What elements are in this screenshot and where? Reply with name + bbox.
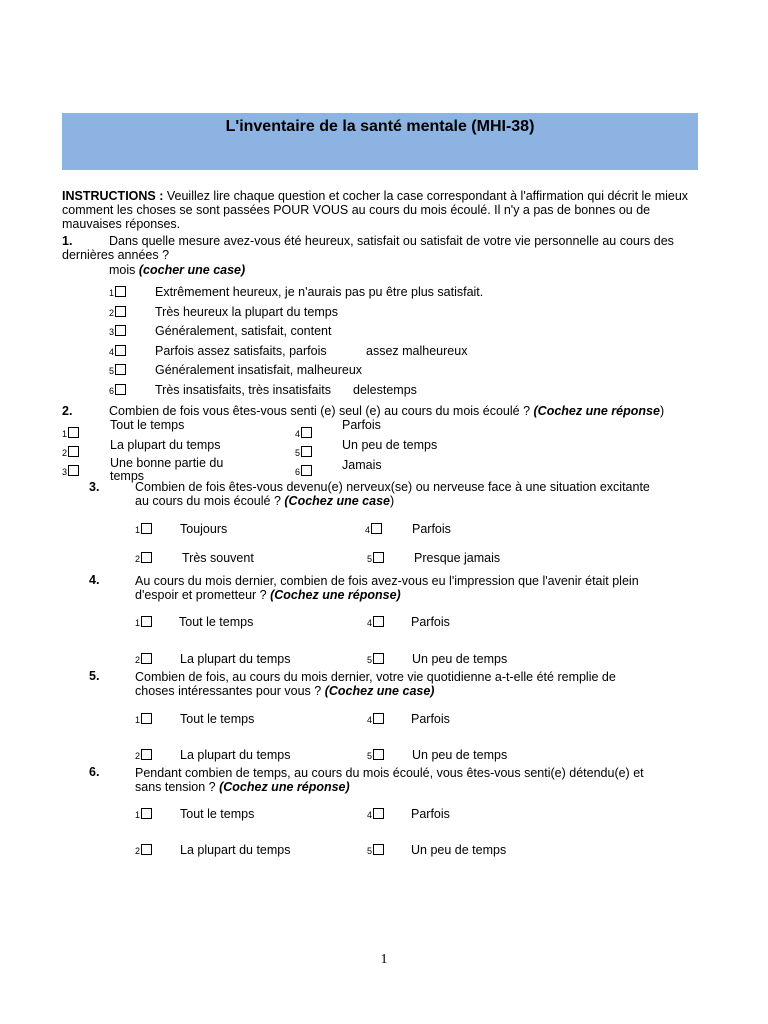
checkbox-icon [141,713,152,724]
q5-checkbox-1[interactable] [135,713,152,725]
option-number: 1 [109,288,115,298]
option-number: 4 [295,429,301,439]
q3-option-4-label: Parfois [412,522,451,536]
q6-option-1-label: Tout le temps [180,807,255,821]
q3-option-1-label: Toujours [180,522,228,536]
q6-option-5-label: Un peu de temps [411,843,507,857]
checkbox-icon [301,446,312,457]
q5-checkbox-5[interactable] [367,749,384,761]
q1-checkbox-5[interactable] [109,364,126,376]
checkbox-icon [371,523,382,534]
title-banner [62,113,698,170]
q5-number: 5. [89,669,100,683]
option-number: 2 [62,448,68,458]
q2-option-2-label: La plupart du temps [110,438,221,452]
instructions-text: Veuillez lire chaque question et cocher la case correspondant à l'affirmation qui décrit le mieux comment les choses se sont passées POUR VOUS au cours du mois écoulé. Il n'y a pas de bonnes ou de mauvaises réponses. [62,189,689,231]
q1-option-6-extra: delestemps [353,383,417,397]
q4-option-1-label: Tout le temps [179,615,254,629]
q2-checkbox-3[interactable] [62,465,79,477]
q3-checkbox-1[interactable] [135,523,152,535]
q2-option-1-label: Tout le temps [110,418,185,432]
option-number: 5 [367,751,373,761]
q2-option-3-label: Une bonne partie du [110,456,224,470]
q2-hint: (Cochez une réponse [533,404,660,418]
q4-hint: (Cochez une réponse) [270,588,401,602]
checkbox-icon [373,808,384,819]
q5-text-line1: Combien de fois, au cours du mois dernier, votre vie quotidienne a-t-elle été remplie de [135,670,616,684]
q1-option-4-extra: assez malheureux [366,344,468,358]
q5-hint: (Cochez une case) [324,684,435,698]
q3-text-line2-body: au cours du mois écoulé ? [135,494,285,508]
q1-text-line2: dernières années ? [62,248,170,262]
option-number: 3 [62,467,68,477]
checkbox-icon [301,427,312,438]
q3-option-2-label: Très souvent [182,551,254,565]
option-number: 6 [295,467,301,477]
checkbox-icon [141,808,152,819]
q4-option-5-label: Un peu de temps [412,652,508,666]
option-number: 5 [109,366,115,376]
q4-checkbox-5[interactable] [367,653,384,665]
q3-text-line2 [135,494,394,508]
q6-number: 6. [89,765,100,779]
q6-text-line1: Pendant combien de temps, au cours du mois écoulé, vous êtes-vous senti(e) détendu(e) et [135,766,644,780]
q1-option-1-label: Extrêmement heureux, je n'aurais pas pu être plus satisfait. [155,285,484,299]
q5-checkbox-2[interactable] [135,749,152,761]
checkbox-icon [141,523,152,534]
checkbox-icon [68,446,79,457]
q3-checkbox-2[interactable] [135,552,152,564]
option-number: 2 [109,308,115,318]
q5-text-line2 [135,684,434,698]
instructions-label: INSTRUCTIONS : [62,189,164,203]
q1-hint: (cocher une case) [138,263,246,277]
checkbox-icon [373,552,384,563]
checkbox-icon [373,713,384,724]
q2-option-4-label: Parfois [342,418,381,432]
q1-option-3-label: Généralement, satisfait, content [155,324,332,338]
checkbox-icon [141,616,152,627]
q3-hint: (Cochez une case [284,494,390,508]
checkbox-icon [68,427,79,438]
q1-text-line3 [109,263,245,277]
q4-text-line2-body: d'espoir et prometteur ? [135,588,271,602]
q1-checkbox-4[interactable] [109,345,126,357]
option-number: 4 [367,618,373,628]
q4-text-line1: Au cours du mois dernier, combien de fois avez-vous eu l'impression que l'avenir était plein [135,574,639,588]
checkbox-icon [373,844,384,855]
option-number: 4 [367,810,373,820]
q6-checkbox-5[interactable] [367,844,384,856]
q3-checkbox-5[interactable] [367,552,384,564]
q1-checkbox-6[interactable] [109,384,126,396]
q4-option-2-label: La plupart du temps [180,652,291,666]
q2-checkbox-1[interactable] [62,427,79,439]
q2-text-body: Combien de fois vous êtes-vous senti (e) seul (e) au cours du mois écoulé ? [109,404,534,418]
option-number: 4 [367,715,373,725]
checkbox-icon [115,364,126,375]
q2-number: 2. [62,404,73,418]
option-number: 6 [109,386,115,396]
q5-option-5-label: Un peu de temps [412,748,508,762]
q5-checkbox-4[interactable] [367,713,384,725]
q1-text-mois: mois [109,263,139,277]
option-number: 3 [109,327,115,337]
option-number: 4 [109,347,115,357]
checkbox-icon [373,653,384,664]
q6-text-line2 [135,780,350,794]
q1-option-6-label: Très insatisfaits, très insatisfaits [155,383,331,397]
q4-checkbox-1[interactable] [135,616,152,628]
q6-hint: (Cochez une réponse) [219,780,350,794]
q2-checkbox-5[interactable] [295,446,312,458]
q2-checkbox-6[interactable] [295,465,312,477]
checkbox-icon [373,616,384,627]
q6-checkbox-4[interactable] [367,808,384,820]
option-number: 1 [135,810,141,820]
q2-option-3-overflow [110,469,145,483]
q4-option-4-label: Parfois [411,615,450,629]
q3-option-5-label: Presque jamais [414,551,501,565]
q5-option-2-label: La plupart du temps [180,748,291,762]
q2-option-6-label: Jamais [342,458,382,472]
page-title: L'inventaire de la santé mentale (MHI-38) [225,118,535,135]
option-number: 2 [135,846,141,856]
q2-checkbox-4[interactable] [295,427,312,439]
checkbox-icon [68,465,79,476]
q1-checkbox-2[interactable] [109,306,126,318]
q3-checkbox-4[interactable] [365,523,382,535]
q2-hint-end: ) [659,404,665,418]
q6-option-2-label: La plupart du temps [180,843,291,857]
option-number: 1 [135,525,141,535]
q2-option-5-label: Un peu de temps [342,438,438,452]
q3-hint-end: ) [389,494,395,508]
q1-checkbox-1[interactable] [109,286,126,298]
q4-text-line2 [135,588,401,602]
q1-number: 1. [62,234,73,248]
checkbox-icon [141,844,152,855]
option-number: 1 [135,715,141,725]
q6-checkbox-2[interactable] [135,844,152,856]
option-number: 5 [367,655,373,665]
checkbox-icon [115,306,126,317]
q4-number: 4. [89,573,100,587]
q5-text-line2-body: choses intéressantes pour vous ? [135,684,325,698]
option-number: 4 [365,525,371,535]
option-number: 5 [295,448,301,458]
q1-text-line1: Dans quelle mesure avez-vous été heureux, satisfait ou satisfait de votre vie personnelle au cours des [109,234,674,248]
q1-option-4-label: Parfois assez satisfaits, parfois [155,344,327,358]
q1-option-5-label: Généralement insatisfait, malheureux [155,363,363,377]
option-number: 2 [135,554,141,564]
checkbox-icon [373,749,384,760]
checkbox-icon [115,384,126,395]
q1-option-2-label: Très heureux la plupart du temps [155,305,338,319]
option-number: 2 [135,751,141,761]
q6-option-4-label: Parfois [411,807,450,821]
instructions [62,189,702,231]
q2-checkbox-2[interactable] [62,446,79,458]
q6-text-line2-body: sans tension ? [135,780,220,794]
checkbox-icon [115,325,126,336]
checkbox-icon [141,653,152,664]
checkbox-icon [141,749,152,760]
checkbox-icon [115,286,126,297]
q4-checkbox-2[interactable] [135,653,152,665]
q1-checkbox-3[interactable] [109,325,126,337]
checkbox-icon [301,465,312,476]
q5-option-4-label: Parfois [411,712,450,726]
q6-checkbox-1[interactable] [135,808,152,820]
option-number: 5 [367,554,373,564]
q2-text [109,404,664,418]
option-number: 1 [135,618,141,628]
option-number: 1 [62,429,68,439]
q3-text-line1: Combien de fois êtes-vous devenu(e) nerveux(se) ou nerveuse face à une situation excitante [135,480,650,494]
q2-option-3-overflow-text: temps [110,469,145,483]
q5-option-1-label: Tout le temps [180,712,255,726]
q4-checkbox-4[interactable] [367,616,384,628]
option-number: 2 [135,655,141,665]
checkbox-icon [115,345,126,356]
q3-number: 3. [89,480,100,494]
option-number: 5 [367,846,373,856]
checkbox-icon [141,552,152,563]
page-number: 1 [380,952,388,967]
